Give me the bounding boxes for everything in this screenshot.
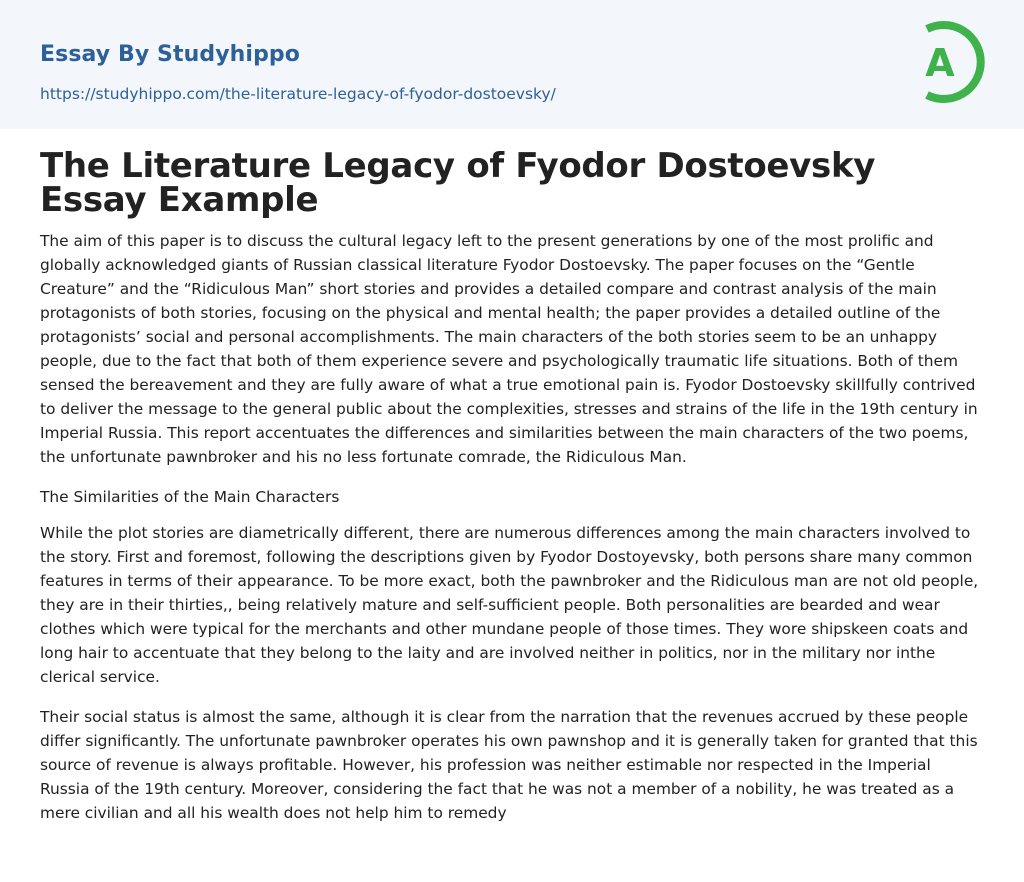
page-title-line-2: Essay Example (40, 180, 319, 220)
site-brand[interactable]: Essay By Studyhippo (40, 42, 300, 67)
essay-paragraph-2: While the plot stories are diametrically different, there are numerous differences among the main characters involved to the story. First and foremost, following the descriptions given by Fyodor Dostoyevsky, both persons share many common features in terms of their appearance. To be more exact, both the pawnbroker and the Ridiculous man are not old people, they are in their thirties,, being relatively mature and self-sufficient people. Both personalities are bearded and wear clothes which were typical for the merchants and other mundane people of those times. They wore shipskeen coats and long hair to accentuate that they belong to the laity and are involved neither in politics, nor in the military nor inthe clerical service. (40, 524, 979, 686)
site-header (0, 0, 1024, 129)
essay-paragraph-1: The aim of this paper is to discuss the cultural legacy left to the present generations by one of the most prolific and globally acknowledged giants of Russian classical literature Fyodor Dostoevsky. The paper focuses on the “Gentle Creature” and the “Ridiculous Man” short stories and provides a detailed compare and contrast analysis of the main protagonists of both stories, focusing on the physical and mental health; the paper provides a detailed outline of the protagonists’ social and personal accomplishments. The main characters of the both stories seem to be an unhappy people, due to the fact that both of them experience severe and psychologically traumatic life situations. Both of them sensed the bereavement and they are fully aware of what a true emotional pain is. Fyodor Dostoevsky skillfully contrived to deliver the message to the general public about the complexities, stresses and strains of the life in the 19th century in Imperial Russia. This report accentuates the differences and similarities between the main characters of the two poems, the unfortunate pawnbroker and his no less fortunate comrade, the Ridiculous Man. (40, 232, 978, 466)
essay-paragraph-3: Their social status is almost the same, although it is clear from the narration that the revenues accrued by these people differ significantly. The unfortunate pawnbroker operates his own pawnshop and it is generally taken for granted that this source of revenue is always profitable. However, his profession was neither estimable nor respected in the Imperial Russia of the 19th century. Moreover, considering the fact that he was not a member of a nobility, he was treated as a mere civilian and all his wealth does not help him to remedy (40, 708, 978, 822)
source-url-link[interactable]: https://studyhippo.com/the-literature-legacy-of-fyodor-dostoevsky/ (40, 85, 556, 103)
page-title (40, 129, 984, 220)
studyhippo-logo[interactable] (914, 20, 986, 104)
section-heading: The Similarities of the Main Characters (40, 488, 340, 506)
essay-content (0, 129, 1024, 825)
logo-a-icon (914, 20, 986, 104)
logo-letter: A (925, 41, 955, 85)
page-title-line-1: The Literature Legacy of Fyodor Dostoevsky (40, 146, 876, 186)
